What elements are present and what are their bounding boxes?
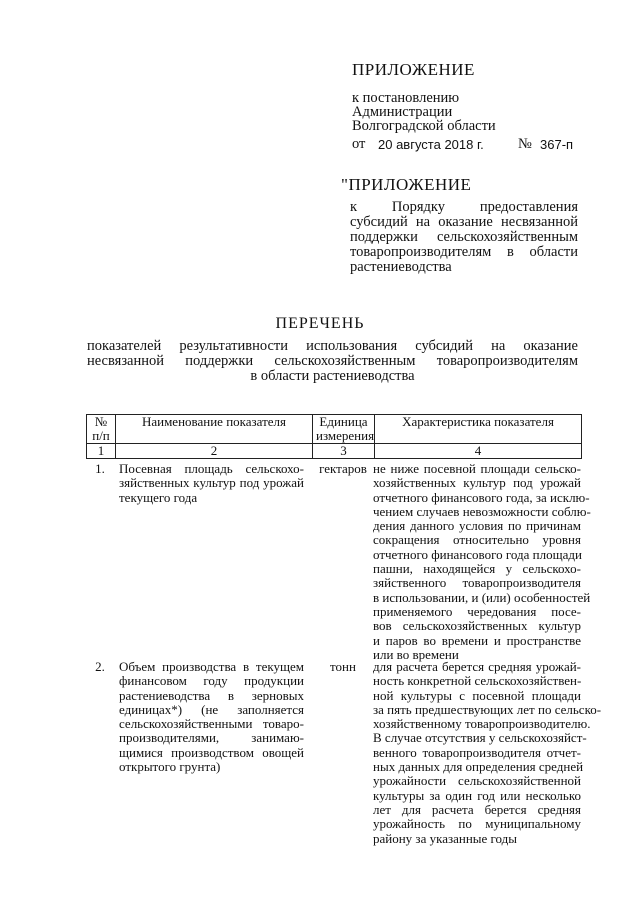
subtitle-line: показателей результативности использования субсидий на оказание [87,338,578,354]
char-line: В случае отсутствия у сельскохозяйст- [373,730,587,746]
name-line: зяйственных культур под урожай [119,475,304,491]
name-line: единицах*) (не заполняется [119,701,304,717]
char-line: зяйственного товаропроизводителя [373,575,581,591]
char-line: не ниже посевной площади сельско- [373,461,581,476]
date-prefix: от [352,136,366,152]
col-header-num [87,415,116,444]
name-line: финансовом году продукции [119,673,304,689]
name-line: растениеводства в зерновых [119,687,304,703]
row-number: 2. [95,659,105,674]
name-line: текущего года [119,489,198,505]
procedure-appendix-title: "ПРИЛОЖЕНИЕ [341,175,472,194]
char-line: применяемого чередования посе- [373,603,581,619]
char-line: урожайности сельскохозяйственной [373,773,581,789]
indicator-unit: гектаров [319,461,367,476]
char-line: хозяйственных культур под урожай [373,475,581,491]
col-header-num-l1: № [94,414,108,429]
col-header-num-l2: п/п [92,428,110,443]
list-title: ПЕРЕЧЕНЬ [275,315,365,332]
col-number: 1 [87,444,116,459]
name-line: сельскохозяйственными товаро- [119,716,304,732]
decree-date: 20 августа 2018 г. [378,137,484,152]
char-line: хозяйственному товаропроизводителю. [373,716,591,732]
char-line: лет для расчета берется средняя [373,801,581,817]
char-line: за пять предшествующих лет по сельско- [373,701,602,717]
indicator-characteristic [373,659,602,846]
col-header-unit-l1: Единица [319,414,368,429]
char-line: отчетного финансового года, за исклю- [373,489,590,505]
char-line: венного товаропроизводителя отчет- [373,744,581,760]
decree-number: 367-п [540,137,574,152]
char-line: ной культуры с посевной площади [373,687,581,703]
col-header-name: Наименование показателя [116,415,313,444]
name-line: щимися производством овощей [119,744,304,760]
appendix-line-2: Администрации [352,104,453,120]
char-line: или во времени [373,646,459,662]
appendix-title: ПРИЛОЖЕНИЕ [352,60,475,79]
char-line: ность конкретной сельскохозяйствен- [373,673,582,689]
subtitle-line: несвязанной поддержки сельскохозяйственным товаропроизводителям [87,353,578,369]
procedure-reference [350,200,578,275]
procedure-line: поддержки сельскохозяйственным [350,229,578,245]
char-line: для расчета берется средняя урожай- [373,659,581,674]
list-subtitle [87,339,578,384]
table-header-row [87,415,582,444]
char-line: сокращения относительно уровня [373,532,581,548]
char-line: отчетного финансового года площади [373,546,582,562]
col-number: 3 [313,444,375,459]
indicators-table-header [86,414,582,459]
appendix-line-3: Волгоградской области [352,118,496,134]
indicator-name [119,462,304,505]
indicator-name [119,660,304,774]
procedure-line: к Порядку предоставления [350,199,578,215]
char-line: району за указанные годы [373,830,518,846]
number-sign: № [518,136,532,152]
col-number: 2 [116,444,313,459]
procedure-line: субсидий на оказание несвязанной [350,214,578,230]
name-line: открытого грунта) [119,759,221,775]
char-line: дения данного условия по причинам [373,518,581,534]
col-header-unit-l2: измерения [316,428,375,443]
char-line: культуры за один год или несколько [373,787,581,803]
char-line: урожайность по муниципальному [373,816,581,832]
appendix-line-1: к постановлению [352,90,460,106]
char-line: пашни, находящейся у сельскохо- [373,561,581,577]
col-header-unit [313,415,375,444]
char-line: и паров во времени и пространстве [373,632,581,648]
name-line: Посевная площадь сельскохо- [119,461,304,476]
char-line: ных данных для определения средней [373,759,584,775]
indicator-characteristic [373,461,591,662]
column-number-row [87,444,582,459]
char-line: чением случаев невозможности соблю- [373,503,591,519]
procedure-line: товаропроизводителям в области [350,244,578,260]
char-line: вов сельскохозяйственных культур [373,618,581,634]
col-header-characteristic: Характеристика показателя [375,415,582,444]
col-number: 4 [375,444,582,459]
row-number: 1. [95,461,105,476]
decree-date-row [352,136,588,153]
subtitle-line: в области растениеводства [250,368,415,384]
char-line: в использовании, и (или) особенностей [373,589,591,605]
indicator-unit: тонн [330,659,356,674]
procedure-line: растениеводства [350,259,452,275]
name-line: производителями, занимаю- [119,730,304,746]
name-line: Объем производства в текущем [119,659,304,674]
